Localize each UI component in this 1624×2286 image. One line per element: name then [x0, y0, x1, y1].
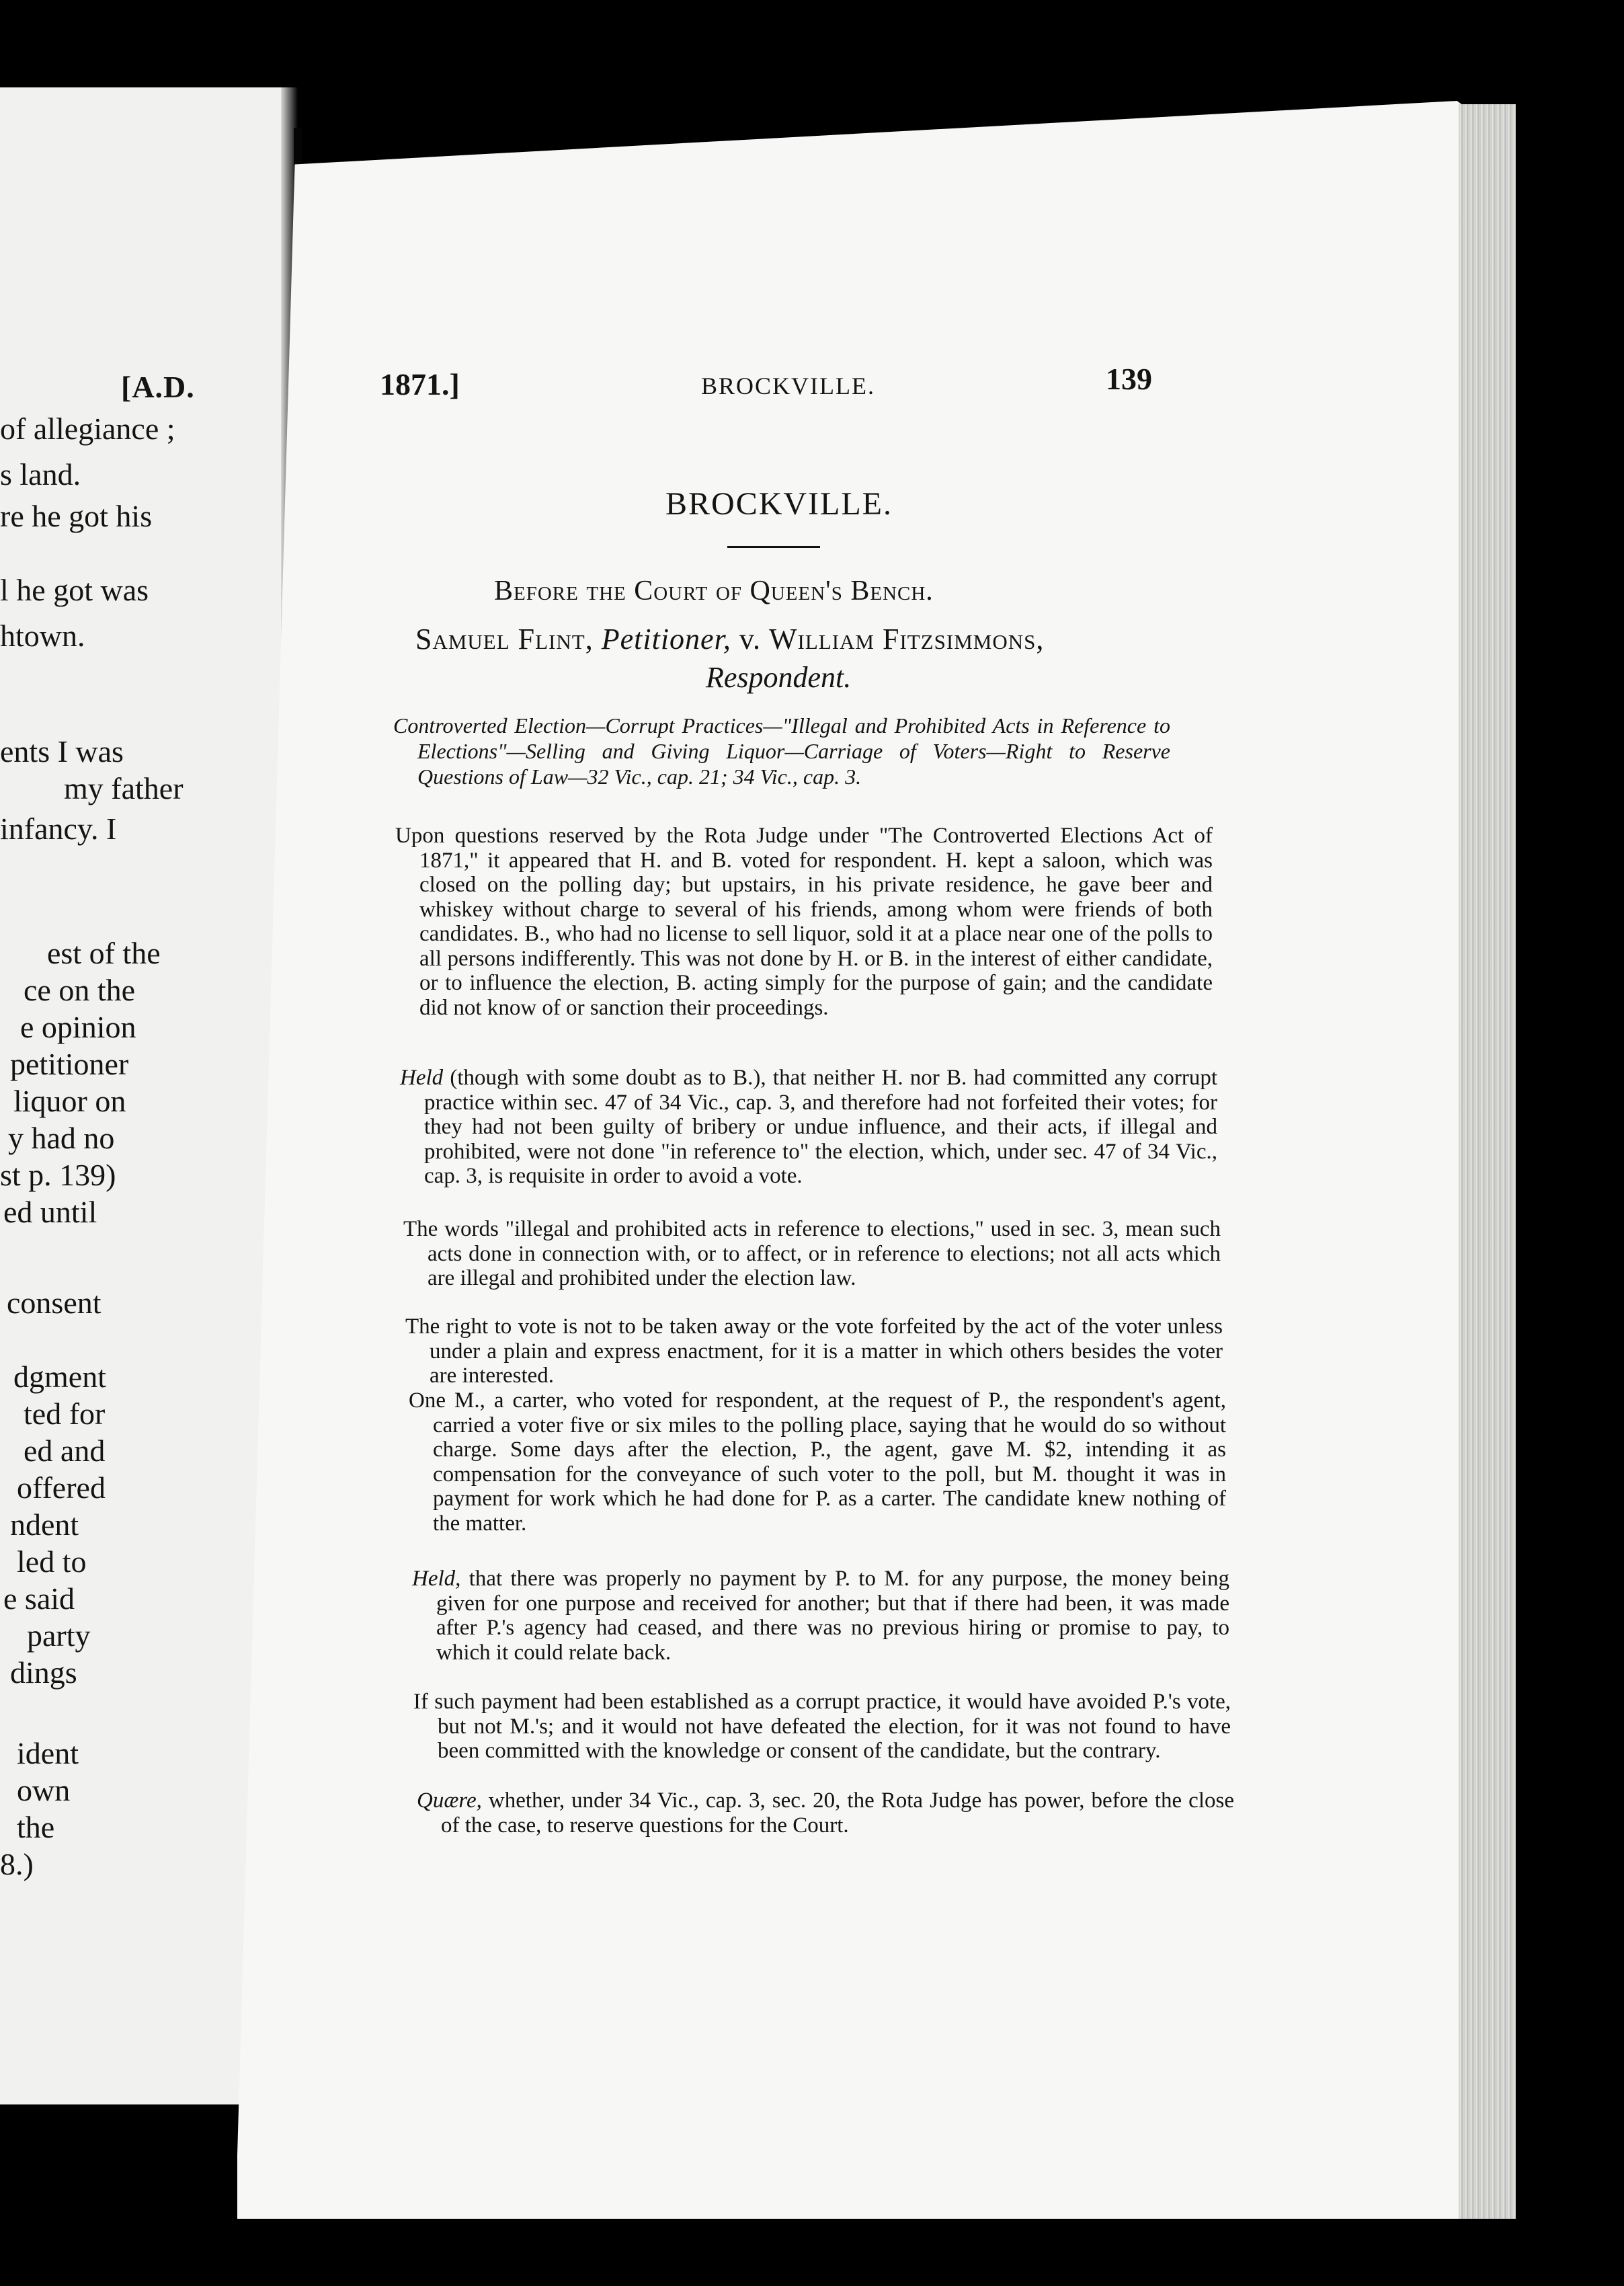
running-head-year: 1871.]	[380, 367, 460, 401]
left-page-line: e said	[3, 1581, 75, 1616]
headnote: Controverted Election—Corrupt Practices—"Illegal and Prohibited Acts in Reference to Elections"—Selling and Giving Liquor—Carriage of Voters—Right to Reserve Questions of Law—32 Vic., cap. 21; 34 Vic., cap. 3.	[393, 713, 1170, 789]
petitioner-role: Petitioner,	[601, 623, 731, 656]
left-page-line: party	[27, 1618, 91, 1653]
left-page-line: 8.)	[0, 1847, 34, 1881]
left-page-line: e opinion	[20, 1010, 136, 1044]
headnote-paragraph: The words "illegal and prohibited acts in reference to elections," used in sec. 3, mean such acts done in connection with, or to affect, or in reference to elections; not all acts which are illegal and prohibited under the election law.	[403, 1217, 1221, 1290]
left-page-line: offered	[17, 1470, 106, 1505]
held-label: Held,	[412, 1567, 461, 1591]
quaere-label: Quære,	[417, 1788, 482, 1813]
left-page-line: dings	[10, 1655, 77, 1690]
versus: v.	[739, 623, 761, 656]
left-page-line: st p. 139)	[0, 1158, 116, 1192]
left-page-line: of allegiance ;	[0, 411, 175, 446]
headnote-paragraph	[412, 1567, 1229, 1665]
left-page-line: dgment	[13, 1359, 106, 1394]
running-head-title: BROCKVILLE.	[701, 372, 875, 399]
left-page-line: s land.	[0, 457, 81, 491]
left-page-line: infancy. I	[0, 812, 117, 846]
left-page-line: own	[17, 1773, 71, 1807]
left-page-line: consent	[7, 1286, 102, 1320]
left-page-line: ce on the	[24, 973, 136, 1007]
left-page-line: my father	[64, 771, 184, 805]
headnote-paragraph: The right to vote is not to be taken away or the vote forfeited by the act of the voter unless under a plain and express enactment, for it is a matter in which others besides the voter are interested.	[405, 1314, 1223, 1388]
left-page-line: ident	[17, 1736, 79, 1770]
left-page-line: y had no	[8, 1121, 115, 1155]
title-rule	[727, 546, 820, 548]
court-line: Before the Court of Queen's Bench.	[494, 576, 934, 606]
left-page-line: ed and	[24, 1433, 106, 1468]
headnote-paragraph: One M., a carter, who voted for respondent, at the request of P., the respondent's agent, carried a voter five or six miles to the polling place, saying that he would do so without charge. Some days after the election, P., the agent, gave M. $2, intending it as compensation for the conveyance of such voter to the poll, but M. thought it was in payment for work which he had done for P. as a carter. The candidate knew nothing of the matter.	[409, 1388, 1226, 1536]
paragraph-text: whether, under 34 Vic., cap. 3, sec. 20, the Rota Judge has power, before the close of the case, to reserve questions for the Court.	[441, 1788, 1234, 1838]
paragraph-text: that there was properly no payment by P. to M. for any purpose, the money being given for one purpose and received for another; but that if there had been, it was made after P.'s agency had ceased, and there was no previous hiring or promise to pay, to which it could relate back.	[436, 1567, 1229, 1665]
page-edges	[1459, 104, 1516, 2219]
left-page-line: led to	[17, 1544, 87, 1579]
case-title: BROCKVILLE.	[665, 486, 893, 522]
headnote-paragraph: Upon questions reserved by the Rota Judge under "The Controverted Elections Act of 1871," it appeared that H. and B. voted for respondent. H. kept a saloon, which was closed on the polling day; but upstairs, in his private residence, he gave beer and whiskey without charge to several of his friends, among whom were friends of both candidates. B., who had no license to sell liquor, sold it at a place near one of the polls to all persons indifferently. This was not done by H. or B. in the interest of either candidate, or to influence the election, B. acting simply for the purpose of gain; and the candidate did not know of or sanction their proceedings.	[395, 824, 1213, 1020]
left-page-line: ed until	[3, 1195, 97, 1229]
left-page-line: l he got was	[0, 573, 149, 607]
left-page-line: liquor on	[13, 1084, 126, 1118]
left-page-line: ents I was	[0, 734, 124, 768]
left-running-head: [A.D.	[121, 370, 195, 404]
petitioner-name: Samuel Flint,	[415, 623, 594, 656]
left-page-line: est of the	[47, 936, 161, 970]
left-page-line: ted for	[24, 1396, 106, 1431]
paragraph-text: (though with some doubt as to B.), that neither H. nor B. had committed any corrupt practice within sec. 47 of 34 Vic., cap. 3, and therefore had not forfeited their votes; for they had not been guilty of bribery or undue influence, and their acts, if illegal and prohibited, were not done "in reference to" the election, which, under sec. 47 of 34 Vic., cap. 3, is requisite in order to avoid a vote.	[424, 1066, 1217, 1188]
left-page-line: the	[17, 1810, 55, 1844]
respondent-name: William Fitzsimmons,	[768, 623, 1045, 656]
left-page-line: htown.	[0, 619, 85, 653]
headnote-paragraph	[417, 1788, 1234, 1838]
left-page-line: petitioner	[10, 1047, 129, 1081]
held-label: Held	[400, 1066, 444, 1090]
headnote-paragraph: If such payment had been established as a corrupt practice, it would have avoided P.'s vote, but not M.'s; and it would not have defeated the election, for it was not found to have been committed with the knowledge or consent of the candidate, but the contrary.	[413, 1690, 1231, 1763]
respondent-role: Respondent.	[706, 661, 852, 694]
left-page-line: re he got his	[0, 499, 153, 533]
headnote-paragraph	[400, 1066, 1217, 1189]
parties-line	[415, 622, 1044, 656]
left-page-line: ndent	[10, 1507, 79, 1542]
page-number: 139	[1106, 362, 1152, 396]
